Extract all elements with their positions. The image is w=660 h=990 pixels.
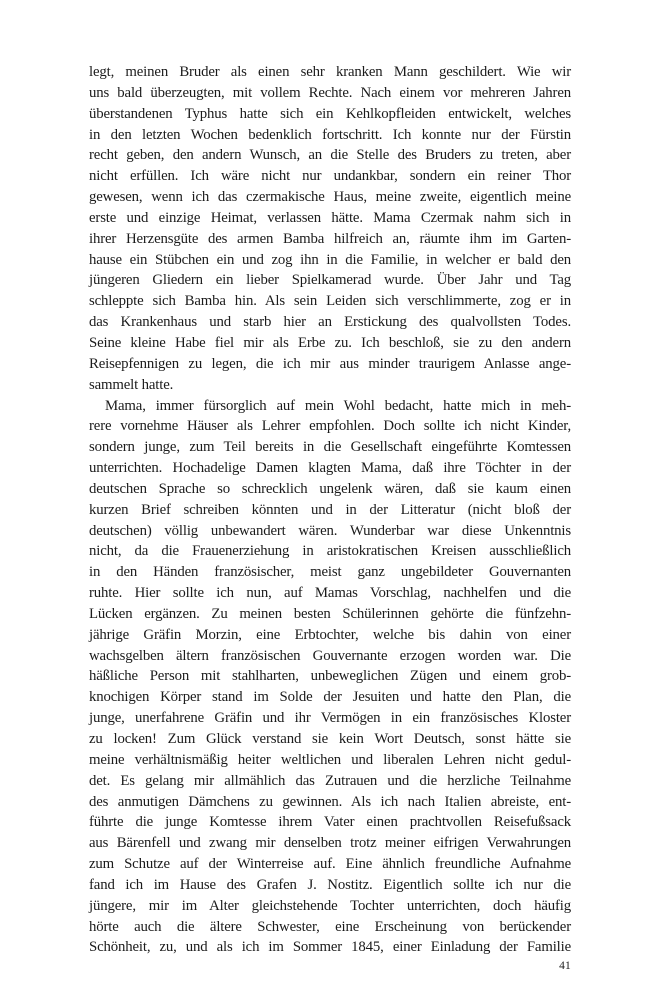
text-line: sammelt hatte. xyxy=(89,376,174,393)
text-line: Lücken ergänzen. Zu meinen besten Schülerinnen gehörte die fünfzehn- xyxy=(89,605,571,622)
text-line: knochigen Körper stand im Solde der Jesuiten und hatte den Plan, die xyxy=(89,689,571,706)
text-line: unterrichten. Hochadelige Damen klagten Mama, daß ihre Töchter in der xyxy=(89,460,571,477)
text-line: kurzen Brief schreiben könnten und in der Litteratur (nicht bloß der xyxy=(89,501,571,518)
text-line: häßliche Person mit stahlharten, unbeweglichen Zügen und einem grob- xyxy=(89,668,571,685)
paragraph xyxy=(89,396,571,959)
text-line: schleppte sich Bamba hin. Als sein Leiden sich verschlimmerte, zog er in xyxy=(89,293,571,310)
text-line: junge, unerfahrene Gräfin und ihr Vermögen in ein französisches Kloster xyxy=(89,710,571,727)
text-line: Seine kleine Habe fiel mir als Erbe zu. Ich beschloß, sie zu den andern xyxy=(89,334,571,351)
text-line: nicht erfüllen. Ich wäre nicht nur undankbar, sondern ein reiner Thor xyxy=(89,168,571,185)
text-line: hörte auch die ältere Schwester, eine Erscheinung von berückender xyxy=(89,918,571,935)
text-line: jüngere, mir im Alter gleichstehende Tochter unterrichten, doch häufig xyxy=(89,897,571,914)
text-line: meine verhältnismäßig heiter weltlichen und liberalen Lehren nicht gedul- xyxy=(89,751,571,768)
text-line: deutschen) völlig unbewandert wären. Wunderbar war diese Unkenntnis xyxy=(89,522,571,539)
text-line: deutschen Sprache so schrecklich ungelenk wären, daß sie kaum einen xyxy=(89,480,571,497)
text-line: det. Es gelang mir allmählich das Zutrauen und die herzliche Teilnahme xyxy=(89,772,571,789)
text-line: recht geben, den andern Wunsch, an die Stelle des Bruders zu treten, aber xyxy=(89,147,571,164)
text-line: aus Bärenfell und zwang mir denselben trotz meiner eifrigen Verwahrungen xyxy=(89,835,571,852)
page-footer xyxy=(89,956,571,974)
text-line: sondern junge, zum Teil bereits in die Gesellschaft eingeführte Komtessen xyxy=(89,439,571,456)
text-line: fand ich im Hause des Grafen J. Nostitz. Eigentlich sollte ich nur die xyxy=(89,876,571,893)
text-line: uns bald überzeugten, mit vollem Rechte. Nach einem vor mehreren Jahren xyxy=(89,84,571,101)
text-line: nicht, da die Frauenerziehung in aristokratischen Kreisen ausschließlich xyxy=(89,543,571,560)
text-line: überstandenen Typhus hatte sich ein Kehlkopfleiden entwickelt, welches xyxy=(89,105,571,122)
text-line: jüngeren Gliedern ein lieber Spielkamerad wurde. Über Jahr und Tag xyxy=(89,272,571,289)
paragraph xyxy=(89,62,571,396)
text-line: Reisepfennigen zu legen, die ich mir aus minder traurigem Anlasse ange- xyxy=(89,355,571,372)
text-line: führte die junge Komtesse ihrem Vater einen prachtvollen Reisefußsack xyxy=(89,814,571,831)
text-line: zu locken! Zum Glück verstand sie kein Wort Deutsch, sonst hätte sie xyxy=(89,731,571,747)
text-line: das Krankenhaus und starb hier an Erstickung des qualvollsten Todes. xyxy=(89,314,571,331)
text-line: des anmutigen Dämchens zu gewinnen. Als ich nach Italien abreiste, ent- xyxy=(89,793,571,810)
text-line: rere vornehme Häuser als Lehrer empfohlen. Doch sollte ich nicht Kinder, xyxy=(89,418,571,435)
text-line: Mama, immer fürsorglich auf mein Wohl bedacht, hatte mich in meh- xyxy=(105,397,571,414)
text-line: Schönheit, zu, und als ich im Sommer 1845, einer Einladung der Familie xyxy=(89,939,571,956)
text-line: erste und einzige Heimat, verlassen hätte. Mama Czermak nahm sich in xyxy=(89,209,571,226)
text-line: legt, meinen Bruder als einen sehr kranken Mann geschildert. Wie wir xyxy=(89,64,571,80)
text-line: in den letzten Wochen bedenklich fortschritt. Ich konnte nur der Fürstin xyxy=(89,126,571,143)
text-line: jährige Gräfin Morzin, eine Erbtochter, welche bis dahin von einer xyxy=(89,626,571,643)
text-line: ruhte. Hier sollte ich nun, auf Mamas Vorschlag, nachhelfen und die xyxy=(89,585,571,602)
text-line: zum Schutze auf der Winterreise auf. Eine ähnlich freundliche Aufnahme xyxy=(89,856,571,873)
text-line: wachsgelben ältern französischen Gouvernante erzogen worden war. Die xyxy=(89,647,571,664)
text-block xyxy=(89,62,571,958)
text-line: gewesen, wenn ich das czermakische Haus, meine zweite, eigentlich meine xyxy=(89,189,571,206)
text-line: hause ein Stübchen ein und zog ihn in die Familie, in welcher er bald den xyxy=(89,251,571,268)
text-line: ihrer Herzensgüte des armen Bamba hilfreich an, räumte ihm im Garten- xyxy=(89,230,571,247)
text-line: in den Händen französischer, meist ganz ungebildeter Gouvernanten xyxy=(89,564,571,581)
page-number: 41 xyxy=(559,960,571,972)
